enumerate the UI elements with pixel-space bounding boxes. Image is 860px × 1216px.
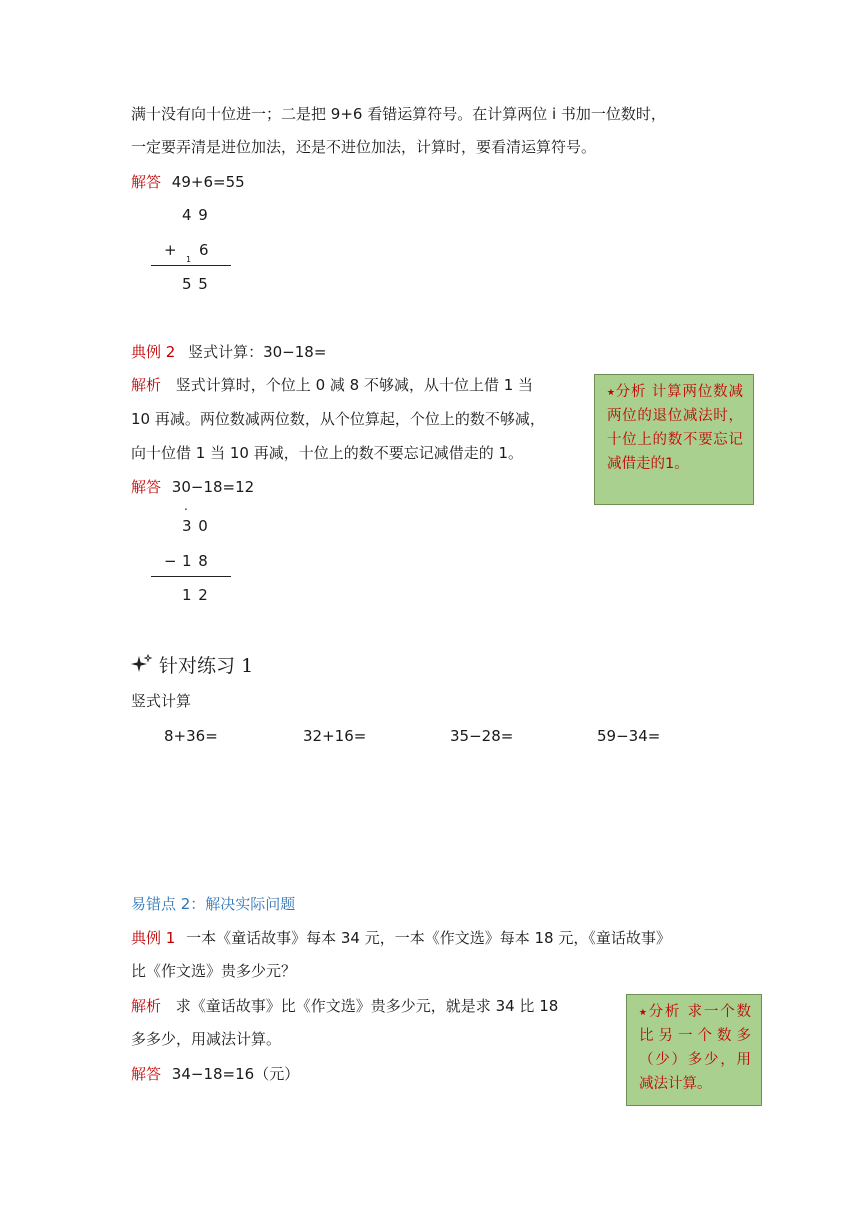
- vertical-rule: [151, 265, 231, 266]
- sparkle-icon: [131, 654, 153, 678]
- answer-label: 解答: [131, 1065, 162, 1083]
- vertical-operand: 1 8: [182, 552, 209, 570]
- vertical-top-number: 3 0: [182, 517, 209, 535]
- vertical-operator: −: [164, 552, 177, 570]
- example-line: 比《作文选》贵多少元？: [131, 962, 297, 980]
- borrow-dot: .: [184, 499, 188, 513]
- answer-label: 解答: [131, 173, 162, 191]
- example-text: 一本《童话故事》每本 34 元，一本《作文选》每本 18 元，《童话故事》: [186, 929, 671, 947]
- example-title: [131, 345, 326, 360]
- analysis-text: 求《童话故事》比《作文选》贵多少元，就是求 34 比 18: [175, 997, 559, 1015]
- practice-subtitle: 竖式计算: [131, 692, 192, 710]
- answer-text: 49+6=55: [171, 173, 245, 191]
- analysis-label: 解析: [131, 376, 162, 394]
- text-line: 满十没有向十位进一；二是把 9+6 看错运算符号。在计算两位 i 书加一位数时，: [131, 105, 666, 123]
- analysis-note-box: ⭑分析 计算两位数减两位的退位减法时，十位上的数不要忘记减借走的1。: [594, 374, 754, 505]
- answer-line: [131, 175, 245, 190]
- answer-label: 解答: [131, 478, 162, 496]
- answer-line: [131, 1067, 299, 1082]
- answer-text: 34−18=16（元）: [171, 1065, 300, 1083]
- answer-text: 30−18=12: [171, 478, 255, 496]
- practice-item: 32+16=: [303, 727, 367, 745]
- analysis-text: 竖式计算时，个位上 0 减 8 不够减，从十位上借 1 当: [175, 376, 534, 394]
- analysis-line: [131, 378, 533, 393]
- analysis-line: [131, 999, 558, 1014]
- vertical-operand: 6: [199, 241, 209, 259]
- example-line: [131, 931, 671, 946]
- analysis-line: 向十位借 1 当 10 再减，十位上的数不要忘记减借走的 1。: [131, 444, 524, 462]
- practice-title: [131, 654, 253, 678]
- text-line: 一定要弄清是进位加法，还是不进位加法，计算时，要看清运算符号。: [131, 138, 597, 156]
- practice-title-text: 针对练习 1: [159, 655, 254, 677]
- practice-item: 35−28=: [450, 727, 514, 745]
- carry-mark: 1: [186, 255, 192, 264]
- analysis-line: 多多少，用减法计算。: [131, 1030, 282, 1048]
- practice-item: 59−34=: [597, 727, 661, 745]
- analysis-label: 解析: [131, 997, 162, 1015]
- vertical-rule: [151, 576, 231, 577]
- example-question: 竖式计算：30−18=: [188, 343, 327, 361]
- vertical-result: 1 2: [182, 586, 209, 604]
- example-label: 典例 1: [131, 929, 176, 947]
- vertical-operator: +: [164, 241, 177, 259]
- analysis-line: 10 再减。两位数减两位数，从个位算起，个位上的数不够减，: [131, 410, 545, 428]
- section-heading: 易错点 2：解决实际问题: [131, 895, 296, 913]
- vertical-result: 5 5: [182, 275, 209, 293]
- analysis-note-box: ⭑分析 求一个数比另一个数多（少）多少，用减法计算。: [626, 994, 762, 1106]
- vertical-top-number: 4 9: [182, 206, 209, 224]
- example-label: 典例 2: [131, 343, 176, 361]
- practice-item: 8+36=: [164, 727, 218, 745]
- answer-line: [131, 480, 254, 495]
